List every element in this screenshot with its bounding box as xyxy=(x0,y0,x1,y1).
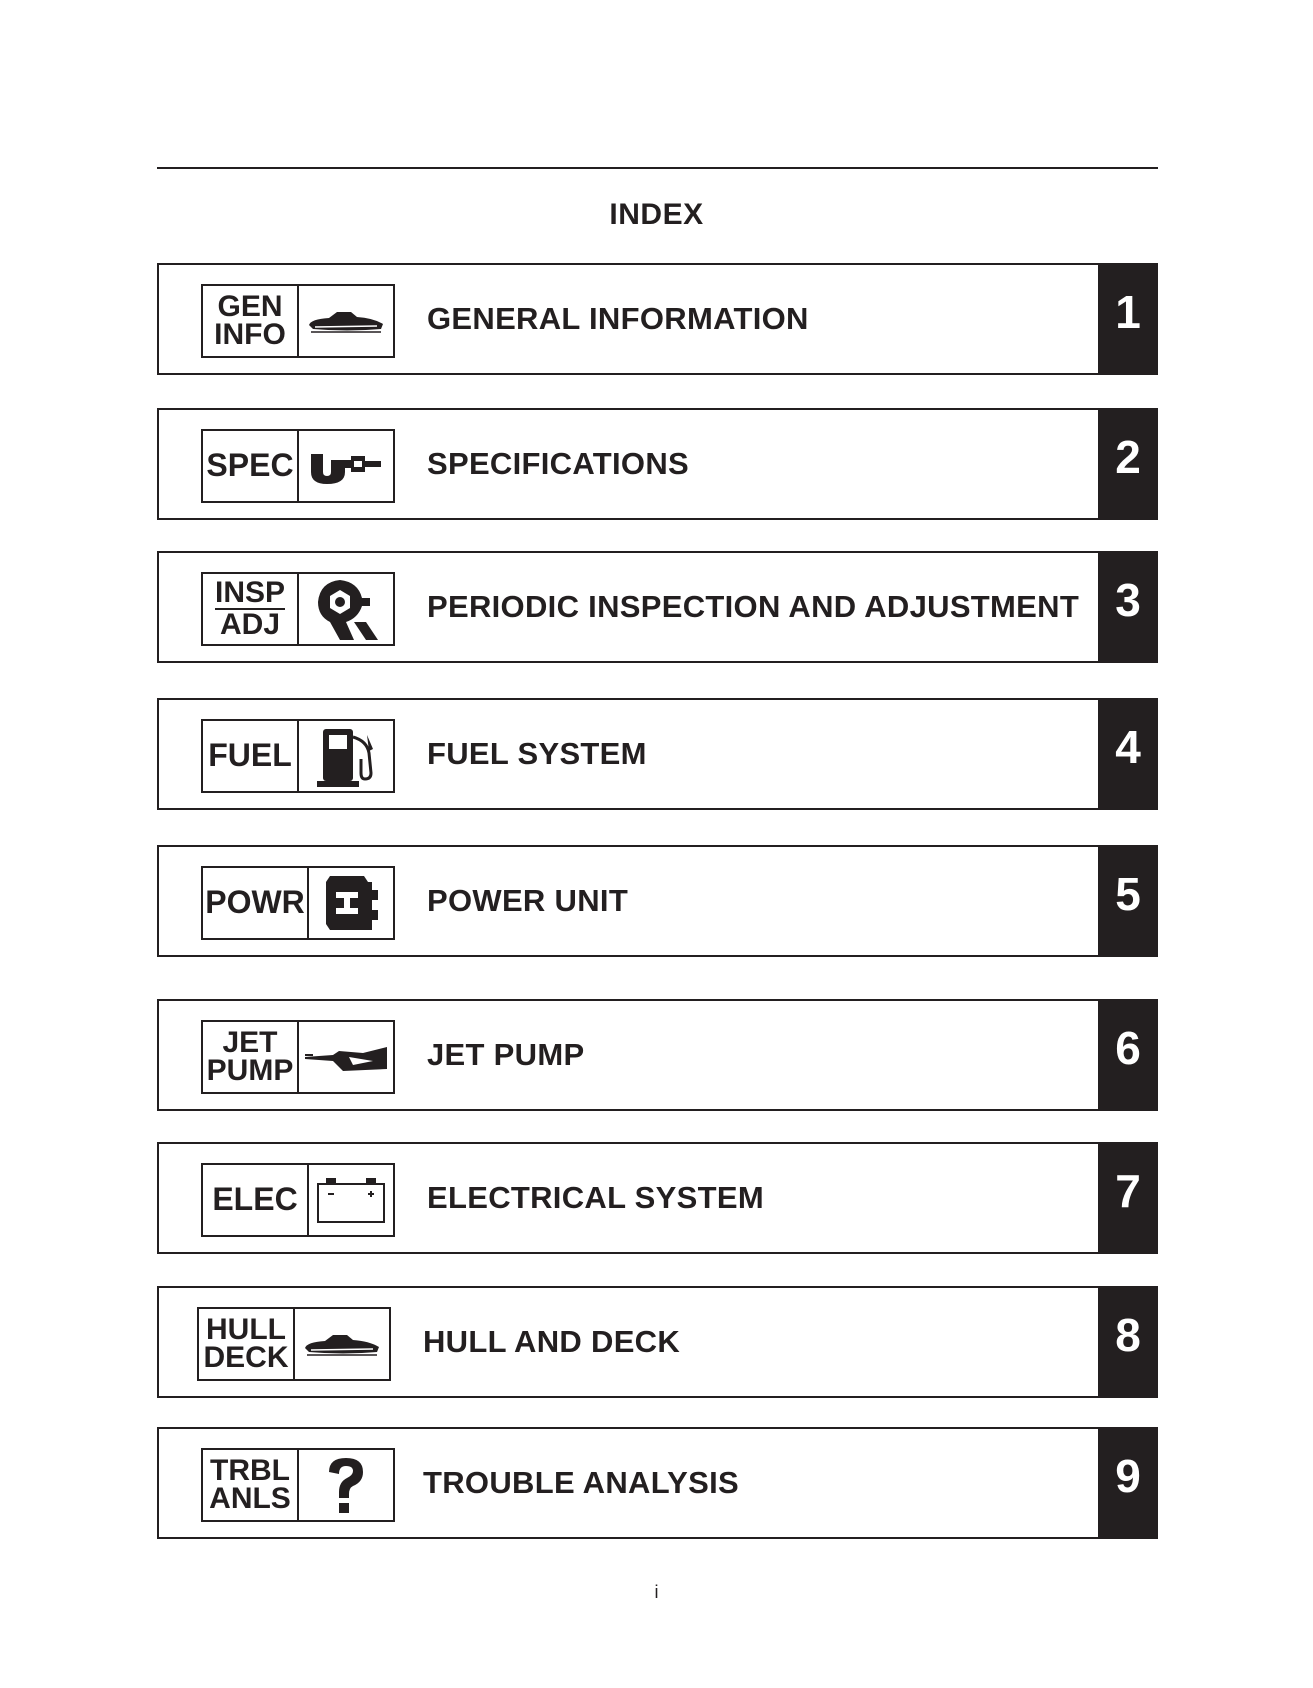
section-tag-text xyxy=(203,721,299,791)
engine-icon xyxy=(309,868,393,938)
tag-line: FUEL xyxy=(208,737,292,774)
section-number-tab: 5 xyxy=(1098,845,1158,957)
tag-line: INSP xyxy=(214,576,286,610)
fuel-pump-icon xyxy=(299,721,393,791)
tag-line: INFO xyxy=(214,318,286,351)
section-number-tab: 7 xyxy=(1098,1142,1158,1254)
index-entry-fuel-system[interactable] xyxy=(157,698,1158,810)
entry-title: GENERAL INFORMATION xyxy=(427,301,809,336)
tag-line: ELEC xyxy=(212,1181,298,1218)
section-number-tab: 8 xyxy=(1098,1286,1158,1398)
jet-pump-icon xyxy=(299,1022,393,1092)
entry-title: FUEL SYSTEM xyxy=(427,736,647,771)
section-tag xyxy=(201,866,395,940)
tag-line: TRBL xyxy=(210,1454,290,1488)
entry-title: JET PUMP xyxy=(427,1037,585,1072)
tag-line: DECK xyxy=(203,1341,289,1374)
entry-title: HULL AND DECK xyxy=(423,1324,681,1359)
index-list xyxy=(157,0,1158,1688)
section-number-tab: 9 xyxy=(1098,1427,1158,1539)
watercraft-icon xyxy=(299,286,393,356)
index-entry-periodic-inspection-and-adjustment[interactable] xyxy=(157,551,1158,663)
section-tag-text xyxy=(203,574,299,644)
entry-title: TROUBLE ANALYSIS xyxy=(423,1465,739,1500)
tag-line: GEN xyxy=(217,290,283,324)
tag-line: POWR xyxy=(205,884,305,921)
tag-line: PUMP xyxy=(206,1054,294,1087)
section-tag-text xyxy=(203,1165,309,1235)
section-number-tab: 3 xyxy=(1098,551,1158,663)
section-tag xyxy=(201,429,395,503)
page-number: i xyxy=(654,1582,659,1602)
section-tag-text xyxy=(203,1022,299,1092)
index-entry-hull-and-deck[interactable] xyxy=(157,1286,1158,1398)
question-mark-icon xyxy=(299,1450,393,1520)
tag-line: HULL xyxy=(206,1313,286,1347)
section-number-tab: 6 xyxy=(1098,999,1158,1111)
section-number-tab: 4 xyxy=(1098,698,1158,810)
section-tag-text xyxy=(199,1309,295,1379)
section-tag xyxy=(201,572,395,646)
section-tag xyxy=(201,1163,395,1237)
entry-title: ELECTRICAL SYSTEM xyxy=(427,1180,764,1215)
index-entry-trouble-analysis[interactable] xyxy=(157,1427,1158,1539)
entry-title: SPECIFICATIONS xyxy=(427,446,689,481)
tag-line: ANLS xyxy=(209,1482,291,1515)
section-tag xyxy=(201,284,395,358)
wrench-nut-icon xyxy=(299,574,393,644)
watercraft-icon xyxy=(295,1309,389,1379)
section-tag xyxy=(201,719,395,793)
entry-title: POWER UNIT xyxy=(427,883,629,918)
entry-title: PERIODIC INSPECTION AND ADJUSTMENT xyxy=(427,589,1080,624)
section-tag-text xyxy=(203,286,299,356)
caliper-icon xyxy=(299,431,393,501)
tag-line: ADJ xyxy=(219,608,280,641)
index-entry-electrical-system[interactable] xyxy=(157,1142,1158,1254)
tag-line: JET xyxy=(222,1026,278,1060)
section-number-tab: 2 xyxy=(1098,408,1158,520)
index-entry-power-unit[interactable] xyxy=(157,845,1158,957)
index-entry-general-information[interactable] xyxy=(157,263,1158,375)
section-number-tab: 1 xyxy=(1098,263,1158,375)
page-title: INDEX xyxy=(609,198,704,231)
index-entry-specifications[interactable] xyxy=(157,408,1158,520)
section-tag-text xyxy=(203,1450,299,1520)
tag-line: SPEC xyxy=(206,447,294,484)
battery-icon xyxy=(309,1165,393,1235)
section-tag xyxy=(201,1448,395,1522)
section-tag xyxy=(197,1307,391,1381)
section-tag-text xyxy=(203,431,299,501)
index-entry-jet-pump[interactable] xyxy=(157,999,1158,1111)
section-tag-text xyxy=(203,868,309,938)
section-tag xyxy=(201,1020,395,1094)
